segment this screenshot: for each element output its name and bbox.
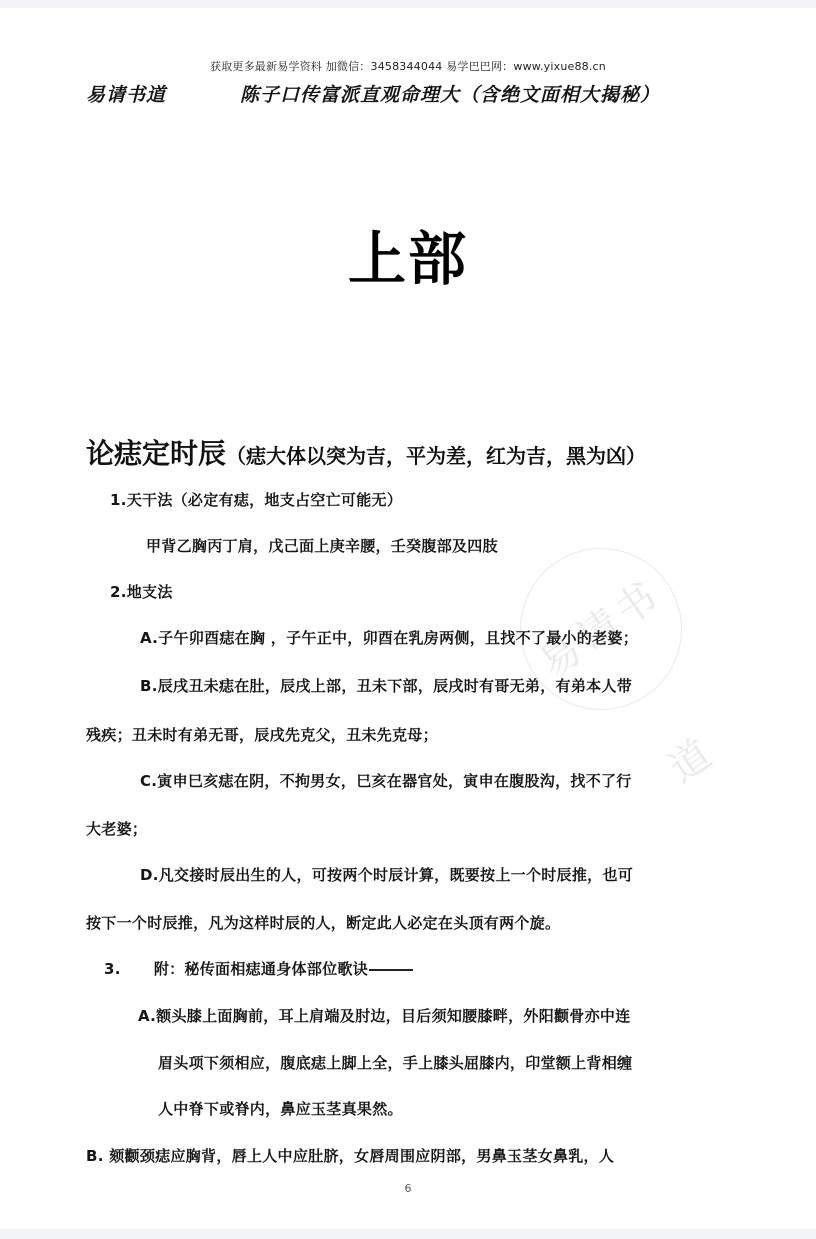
part-title: 上部 — [347, 225, 468, 293]
item-2b-cont: 残疾；丑未时有弟无哥，辰戌先克父，丑未先克母； — [86, 726, 438, 744]
dash-rule — [369, 969, 413, 971]
item-3-label: 附：秘传面相痣通身体部位歌诀 — [153, 960, 369, 978]
item-3-heading — [104, 958, 413, 979]
item-2c-text: C.寅申巳亥痣在阴，不拘男女，巳亥在器官处，寅申在腹股沟，找不了行 — [140, 772, 632, 790]
item-2a-text: A.子午卯酉痣在胸 ，子午正中，卯酉在乳房两侧，且找不了最小的老婆； — [140, 629, 639, 647]
header-ad-line: 获取更多最新易学资料 加微信：3458344044 易学巴巴网：www.yixue88.cn — [210, 60, 606, 73]
bottom-gray-band — [0, 1229, 816, 1239]
item-2-label: 2.地支法 — [110, 583, 173, 601]
item-1-label: 1.天干法（必定有痣，地支占空亡可能无） — [110, 491, 403, 509]
verse-a-line-2: 眉头项下须相应，腹底痣上脚上全，手上膝头屈膝内，印堂额上背相缠 — [158, 1054, 633, 1072]
item-2b-text: B.辰戌丑未痣在肚，辰戌上部，丑未下部，辰戌时有哥无弟，有弟本人带 — [140, 677, 633, 695]
verse-a-line-1: A.额头膝上面胸前，耳上肩端及肘边，目后须知腰膝畔，外阳颧骨亦中连 — [138, 1007, 631, 1025]
item-2d-cont: 按下一个时辰推，凡为这样时辰的人，断定此人必定在头顶有两个旋。 — [86, 914, 561, 932]
watermark: 易请书道 — [488, 516, 714, 742]
section-heading — [86, 432, 646, 472]
item-3-number: 3. — [104, 960, 121, 978]
header-left-title: 易请书道 — [86, 84, 167, 106]
section-heading-note: （痣大体以突为吉，平为差，红为吉，黑为凶） — [226, 444, 647, 468]
header-right-title: 陈子口传富派直观命理大（含绝文面相大揭秘） — [240, 84, 661, 106]
document-page — [0, 8, 816, 1229]
top-gray-band — [0, 0, 816, 8]
item-1-text: 甲背乙胸丙丁肩，戊己面上庚辛腰，壬癸腹部及四肢 — [146, 537, 498, 555]
verse-a-line-3: 人中脊下或脊内，鼻应玉茎真果然。 — [158, 1100, 403, 1118]
item-2c-cont: 大老婆； — [86, 820, 148, 838]
page-number: 6 — [404, 1182, 412, 1195]
item-2d-text: D.凡交接时辰出生的人，可按两个时辰计算，既要按上一个时辰推，也可 — [140, 866, 634, 884]
section-heading-main: 论痣定时辰 — [86, 437, 227, 470]
verse-b-line-1: B. 颏颧颈痣应胸背，唇上人中应肚脐，女唇周围应阴部，男鼻玉茎女鼻乳，人 — [86, 1147, 615, 1165]
